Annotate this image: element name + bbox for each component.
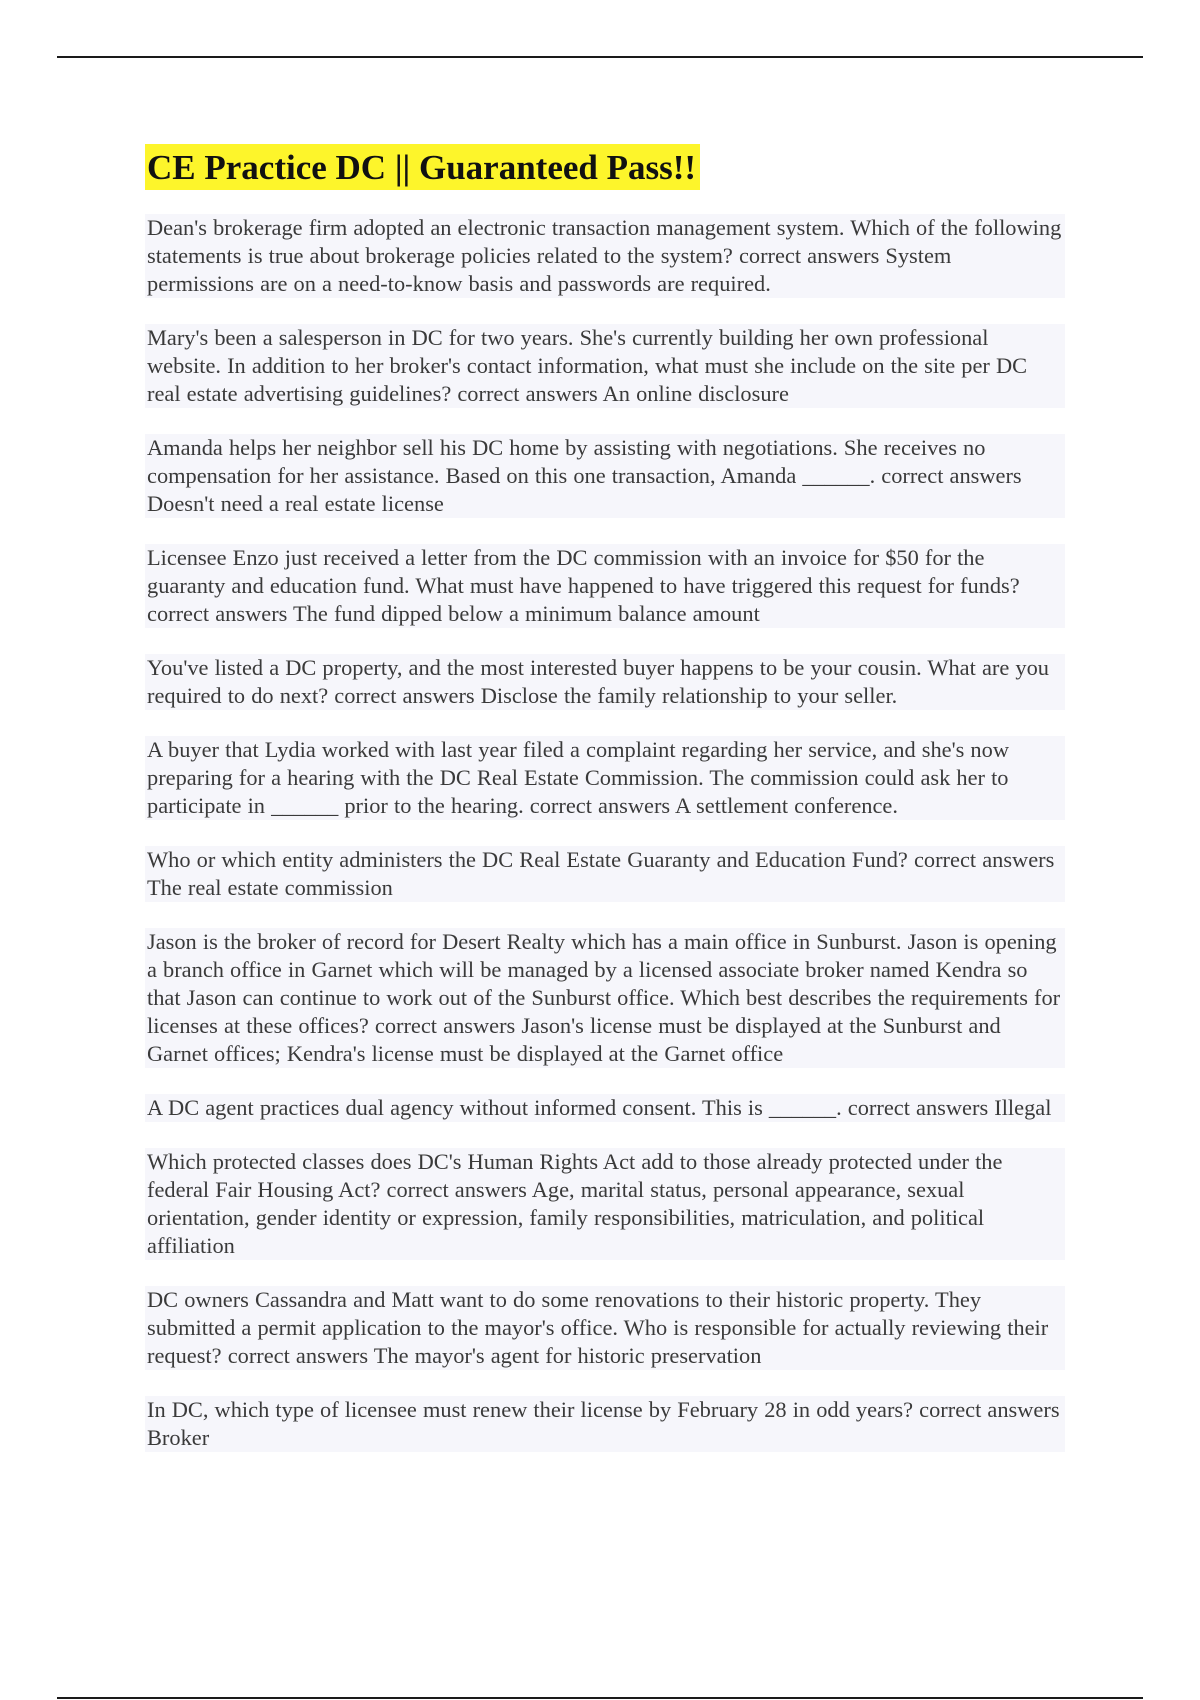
document-title: CE Practice DC || Guaranteed Pass!! bbox=[145, 144, 700, 190]
qa-item: DC owners Cassandra and Matt want to do some renovations to their historic property. They submitted a permit application to the mayor's office. Who is responsible for actually reviewing their request? correct answers The mayor's agent for historic preservation bbox=[145, 1286, 1065, 1370]
top-rule bbox=[57, 56, 1143, 58]
qa-item: Mary's been a salesperson in DC for two years. She's currently building her own professional website. In addition to her broker's contact information, what must she include on the site per DC real estate advertising guidelines? correct answers An online disclosure bbox=[145, 324, 1065, 408]
qa-item: Who or which entity administers the DC Real Estate Guaranty and Education Fund? correct answers The real estate commission bbox=[145, 846, 1065, 902]
qa-item: Licensee Enzo just received a letter from the DC commission with an invoice for $50 for the guaranty and education fund. What must have happened to have triggered this request for funds? correct answers The fund dipped below a minimum balance amount bbox=[145, 544, 1065, 628]
qa-item: A DC agent practices dual agency without informed consent. This is ______. correct answers Illegal bbox=[145, 1094, 1065, 1122]
qa-item: Jason is the broker of record for Desert Realty which has a main office in Sunburst. Jason is opening a branch office in Garnet which will be managed by a licensed associate broker named Kendra so that Jason can continue to work out of the Sunburst office. Which best describes the requirements for licenses at these offices? correct answers Jason's license must be displayed at the Sunburst and Garnet offices; Kendra's license must be displayed at the Garnet office bbox=[145, 928, 1065, 1068]
document-body bbox=[145, 144, 1065, 1478]
qa-item: A buyer that Lydia worked with last year filed a complaint regarding her service, and she's now preparing for a hearing with the DC Real Estate Commission. The commission could ask her to participate in ______ prior to the hearing. correct answers A settlement conference. bbox=[145, 736, 1065, 820]
qa-item: You've listed a DC property, and the most interested buyer happens to be your cousin. What are you required to do next? correct answers Disclose the family relationship to your seller. bbox=[145, 654, 1065, 710]
qa-item: In DC, which type of licensee must renew their license by February 28 in odd years? correct answers Broker bbox=[145, 1396, 1065, 1452]
bottom-rule bbox=[57, 1697, 1143, 1699]
qa-item: Amanda helps her neighbor sell his DC home by assisting with negotiations. She receives no compensation for her assistance. Based on this one transaction, Amanda ______. correct answers Doesn't need a real estate license bbox=[145, 434, 1065, 518]
qa-item: Dean's brokerage firm adopted an electronic transaction management system. Which of the following statements is true about brokerage policies related to the system? correct answers System permissions are on a need-to-know basis and passwords are required. bbox=[145, 214, 1065, 298]
qa-item: Which protected classes does DC's Human Rights Act add to those already protected under the federal Fair Housing Act? correct answers Age, marital status, personal appearance, sexual orientation, gender identity or expression, family responsibilities, matriculation, and political affiliation bbox=[145, 1148, 1065, 1260]
